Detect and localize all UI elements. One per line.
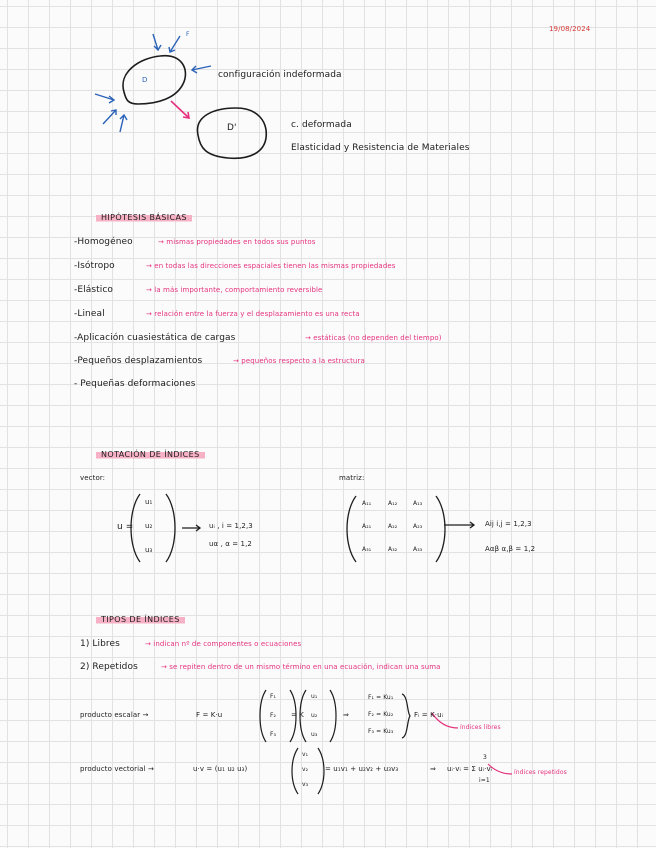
hypotheses-heading: HIPÓTESIS BÁSICAS	[96, 212, 192, 223]
matrix-a21: A₂₁	[362, 523, 372, 530]
index-types-heading: TIPOS DE ÍNDICES	[96, 614, 185, 625]
vector-prod-v3: v₃	[302, 781, 309, 788]
hyp-note-2: → la más importante, comportamiento reversible	[146, 286, 323, 294]
vector-symbol: u =	[117, 522, 134, 532]
label-d: D	[142, 76, 148, 84]
scalar-arrow: ⇒	[343, 711, 349, 719]
label-f: F	[186, 31, 190, 38]
scalar-f1: F₁	[270, 693, 277, 700]
hyp-note-3: → relación entre la fuerza y el desplazamiento es una recta	[146, 310, 360, 318]
free-label: 1) Libres	[80, 639, 120, 649]
label-d-prime: D'	[227, 123, 237, 133]
hyp-note-0: → mismas propiedades en todos sus puntos	[158, 238, 316, 246]
undeformed-label: configuración indeformada	[218, 70, 342, 80]
scalar-label: producto escalar →	[80, 711, 149, 719]
subject-title: Elasticidad y Resistencia de Materiales	[291, 143, 470, 153]
scalar-k: = K	[291, 711, 304, 719]
sum-upper-limit: 3	[483, 754, 487, 761]
notation-heading: NOTACIÓN DE ÍNDICES	[96, 449, 205, 460]
vector-prod-label: producto vectorial →	[80, 765, 154, 773]
scalar-f2: F₂	[270, 712, 277, 719]
matrix-result-1: Aij i,j = 1,2,3	[485, 520, 532, 528]
vector-brackets	[131, 494, 200, 562]
scalar-expanded-1: F₁ = Ku₁	[368, 694, 394, 701]
hyp-term-0: -Homogéneo	[74, 237, 133, 247]
hyp-term-1: -Isótropo	[74, 261, 115, 271]
repeated-label: 2) Repetidos	[80, 662, 138, 672]
deformed-label: c. deformada	[291, 120, 352, 130]
repeated-indices-note: índices repetidos	[514, 769, 567, 776]
scalar-u3: u₃	[311, 731, 318, 738]
vector-result-1: uᵢ , i = 1,2,3	[209, 522, 253, 530]
hyp-term-3: -Lineal	[74, 309, 105, 319]
sum-lower-limit: i=1	[479, 777, 490, 784]
vector-entry-1: u₁	[145, 498, 153, 506]
hyp-note-4: → estáticas (no dependen del tiempo)	[305, 334, 442, 342]
scalar-compact: Fᵢ = K·uᵢ	[414, 711, 443, 719]
matrix-a32: A₃₂	[388, 546, 398, 553]
matrix-a33: A₃₃	[413, 546, 423, 553]
matrix-a22: A₂₂	[388, 523, 398, 530]
vector-prod-rhs: = u₁v₁ + u₂v₂ + u₃v₃	[325, 765, 399, 773]
hyp-term-2: -Elástico	[74, 285, 114, 295]
repeated-note: → se repiten dentro de un mismo término en una ecuación, indican una suma	[161, 663, 441, 671]
scalar-f3: F₃	[270, 731, 277, 738]
vector-prod-lhs: u·v = (u₁ u₂ u₃)	[193, 765, 248, 773]
deformation-arrow	[171, 101, 189, 118]
hyp-note-5: → pequeños respecto a la estructura	[233, 357, 365, 365]
matrix-a13: A₁₃	[413, 500, 423, 507]
hyp-term-5: -Pequeños desplazamientos	[74, 356, 203, 366]
matrix-label: matriz:	[339, 474, 365, 482]
force-arrows	[95, 34, 211, 132]
hyp-note-1: → en todas las direcciones espaciales tienen las mismas propiedades	[146, 262, 396, 270]
vector-prod-v1: v₁	[302, 751, 309, 758]
vector-result-2: uα , α = 1,2	[209, 540, 252, 548]
vector-prod-sum: uᵢ·vᵢ = Σ uᵢ·vᵢ	[447, 765, 493, 773]
matrix-a31: A₃₁	[362, 546, 372, 553]
vector-label: vector:	[80, 474, 106, 482]
hyp-term-6: - Pequeñas deformaciones	[74, 379, 196, 389]
free-note: → indican nº de componentes o ecuaciones	[145, 640, 302, 648]
scalar-u1: u₁	[311, 693, 318, 700]
matrix-a23: A₂₃	[413, 523, 423, 530]
vector-prod-v2: v₂	[302, 766, 309, 773]
scalar-expanded-2: F₂ = Ku₂	[368, 711, 394, 718]
date: 19/08/2024	[549, 25, 591, 33]
vector-prod-arrow: ⇒	[430, 765, 436, 773]
free-indices-note: índices libres	[460, 724, 501, 731]
scalar-expanded-3: F₃ = Ku₃	[368, 728, 394, 735]
vector-entry-2: u₂	[145, 522, 153, 530]
matrix-a11: A₁₁	[362, 500, 372, 507]
scalar-eq: F = K·u	[196, 711, 223, 719]
scalar-u2: u₂	[311, 712, 318, 719]
hyp-term-4: -Aplicación cuasiestática de cargas	[74, 333, 236, 343]
matrix-result-2: Aαβ α,β = 1,2	[485, 545, 536, 553]
matrix-a12: A₁₂	[388, 500, 398, 507]
undeformed-body-shape	[123, 56, 185, 104]
vector-entry-3: u₃	[145, 546, 153, 554]
